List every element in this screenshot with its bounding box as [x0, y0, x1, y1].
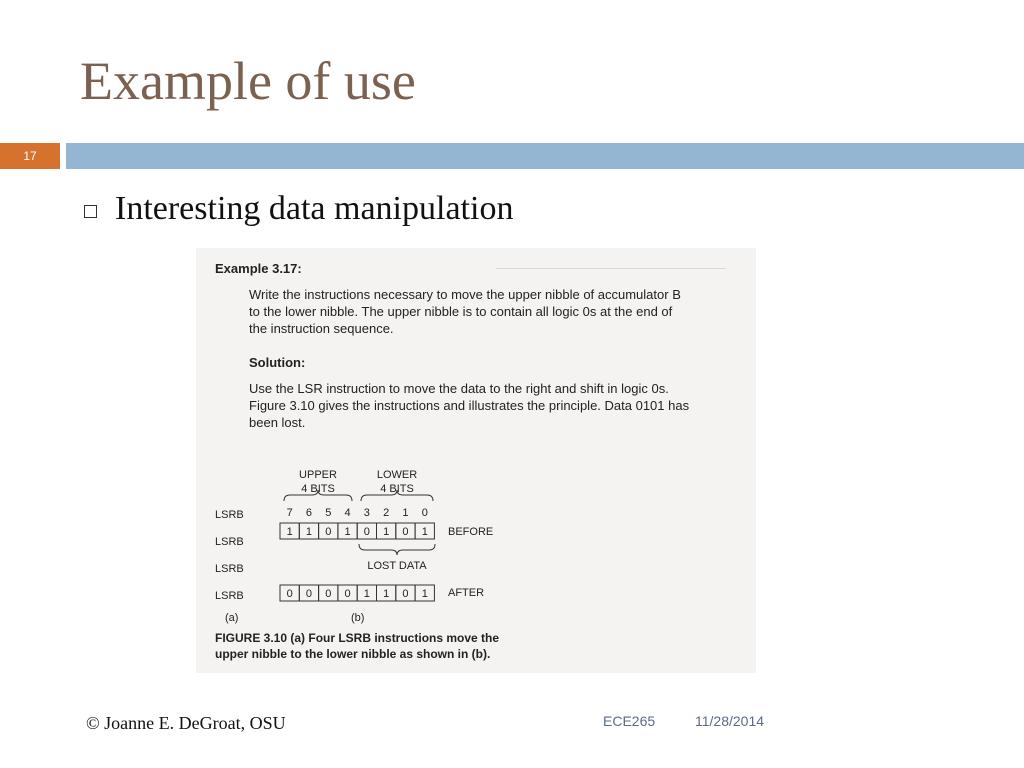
figure-caption [215, 630, 499, 662]
lower-label: LOWER [376, 469, 418, 481]
example-title: Example 3.17: [215, 261, 302, 276]
before-bit: 0 [363, 526, 370, 538]
part-b-label: (b) [351, 612, 365, 624]
instruction-label: LSRB [215, 563, 244, 575]
bit-position-label: 0 [421, 507, 428, 519]
after-bit: 1 [421, 588, 428, 600]
caption-line: upper nibble to the lower nibble as shown in (b). [215, 647, 491, 661]
problem-line: the instruction sequence. [249, 321, 394, 336]
footer-course: ECE265 [603, 713, 656, 729]
before-label: BEFORE [448, 526, 494, 538]
after-bit: 0 [286, 588, 293, 600]
bit-position-label: 5 [325, 507, 332, 519]
upper-label: UPPER [299, 469, 337, 481]
footer-date: 11/28/2014 [695, 713, 765, 729]
before-bit: 1 [383, 526, 390, 538]
slide-title: Example of use [80, 51, 416, 111]
after-bit: 0 [402, 588, 409, 600]
header-band [66, 143, 1024, 169]
before-bit: 1 [344, 526, 351, 538]
bit-position-label: 2 [383, 507, 390, 519]
instruction-label: LSRB [215, 536, 244, 548]
lower-brace [361, 490, 433, 501]
textbook-scan-image [196, 248, 756, 673]
bit-position-label: 7 [286, 507, 293, 519]
solution-line: Use the LSR instruction to move the data to the right and shift in logic 0s. [249, 381, 669, 396]
before-bit: 1 [286, 526, 293, 538]
problem-line: to the lower nibble. The upper nibble is to contain all logic 0s at the end of [249, 304, 673, 319]
solution-line: Figure 3.10 gives the instructions and illustrates the principle. Data 0101 has [249, 398, 690, 413]
before-bit: 0 [402, 526, 409, 538]
after-label: AFTER [448, 587, 485, 599]
lost-data-brace [359, 544, 435, 555]
before-bit: 0 [325, 526, 332, 538]
caption-line: FIGURE 3.10 (a) Four LSRB instructions move the [215, 631, 500, 645]
after-bit: 0 [305, 588, 313, 600]
bit-positions [287, 507, 428, 519]
after-bit: 1 [363, 588, 370, 600]
before-bit: 1 [305, 526, 313, 538]
instruction-label: LSRB [215, 590, 244, 602]
bullet-item [84, 190, 513, 228]
part-a-label: (a) [225, 612, 239, 624]
solution-line: been lost. [249, 415, 306, 430]
register-after [280, 585, 434, 601]
bullet-text: Interesting data manipulation [115, 190, 514, 227]
register-before [280, 523, 434, 539]
bit-position-label: 6 [305, 507, 313, 519]
shift-figure [196, 248, 756, 673]
footer-copyright: © Joanne E. DeGroat, OSU [86, 713, 286, 733]
after-bit: 1 [383, 588, 390, 600]
bit-position-label: 4 [344, 507, 351, 519]
upper-brace [284, 490, 352, 501]
lost-data-label: LOST DATA [367, 560, 427, 572]
instruction-label: LSRB [215, 509, 244, 521]
problem-line: Write the instructions necessary to move the upper nibble of accumulator B [249, 287, 681, 302]
upper-label: 4 BITS [301, 483, 335, 495]
slide-number: 17 [0, 143, 60, 169]
after-bit: 0 [344, 588, 351, 600]
bit-position-label: 1 [402, 507, 409, 519]
solution-title: Solution: [249, 355, 306, 370]
lower-label: 4 BITS [380, 483, 414, 495]
bullet-square-icon [84, 205, 97, 218]
after-bit: 0 [325, 588, 332, 600]
bit-position-label: 3 [363, 507, 370, 519]
before-bit: 1 [421, 526, 428, 538]
